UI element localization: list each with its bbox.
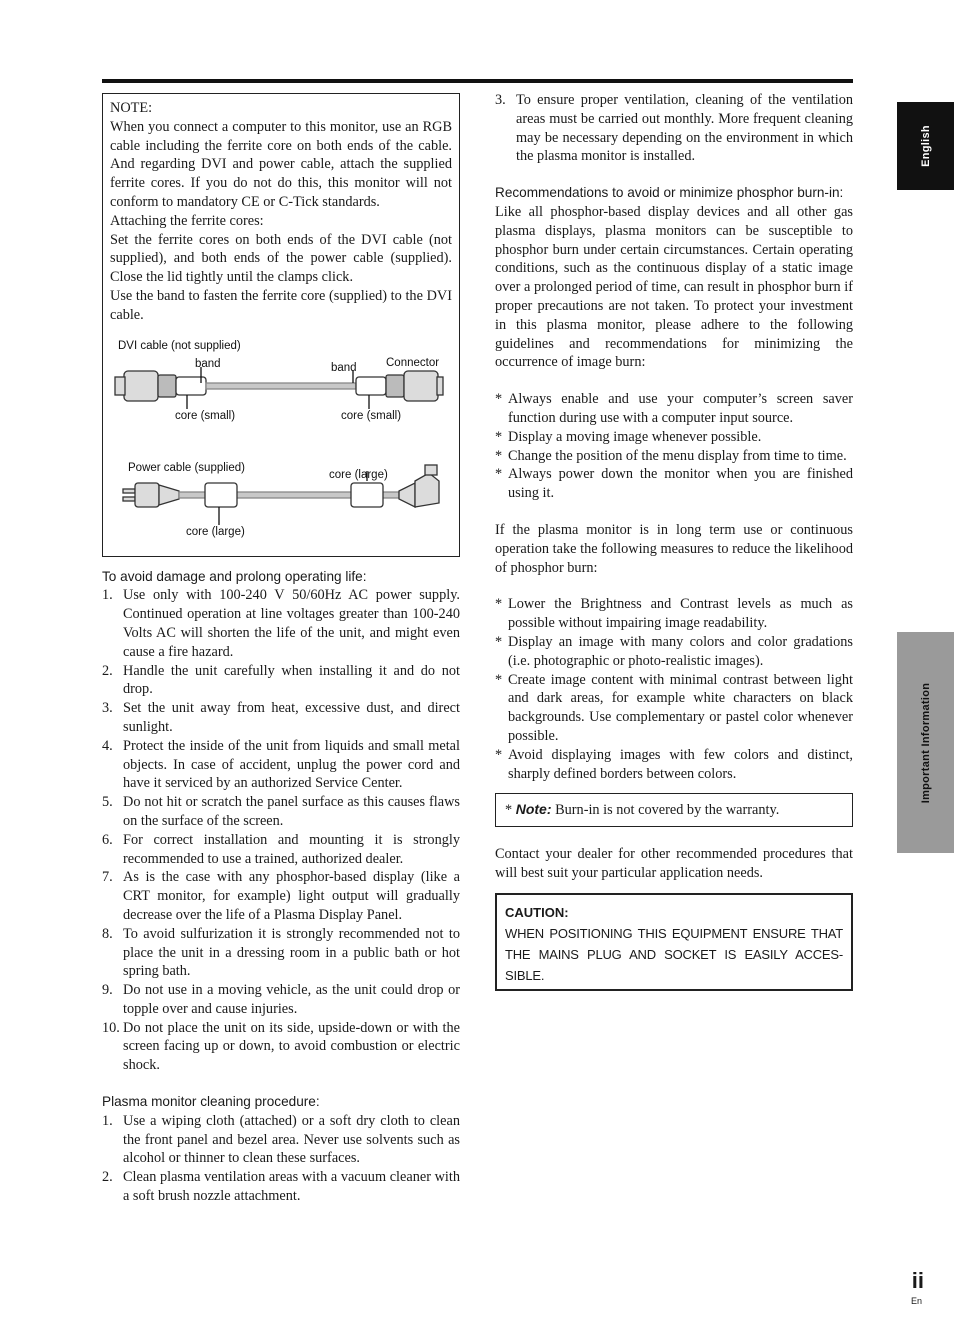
right-column (495, 91, 853, 991)
list-item: * Avoid displaying images with few colors and distinct, sharply defined borders between colors. (495, 746, 853, 782)
tab-important-label: Important Information (919, 682, 932, 803)
note-para-4: Use the band to fasten the ferrite core (supplied) to the DVI cable. (110, 287, 452, 323)
burnin-heading: Recommendations to avoid or minimize phosphor burn-in: (495, 185, 844, 201)
power-cable-label: Power cable (supplied) (128, 461, 245, 474)
note-title: NOTE: (110, 100, 153, 116)
list-item: 9. Do not use in a moving vehicle, as the unit could drop or topple over and cause injuries. (102, 982, 460, 1017)
list-item: * Display an image with many colors and color gradations (i.e. photographic or photo-realistic images). (495, 633, 853, 669)
list-item: 3. Set the unit away from heat, excessive dust, and direct sunlight. (102, 700, 460, 735)
list-item: 3. To ensure proper ventilation, cleaning of the ventilation areas must be carried out monthly. More frequent cleaning may be necessary depending on the environment in which the plasma monitor is installed. (495, 92, 853, 165)
page-number: ii (911, 1268, 924, 1293)
note-para-2: Attaching the ferrite cores: (110, 212, 264, 229)
band-right-label: band (331, 361, 357, 374)
list-item: 4. Protect the inside of the unit from liquids and small metal objects. In case of accident, unplug the power cord and have it serviced by an authorized Service Center. (102, 737, 460, 792)
list-item: 2. Clean plasma ventilation areas with a vacuum cleaner with a soft brush nozzle attachment. (102, 1169, 460, 1205)
burnin-measures-list (495, 595, 853, 783)
note-text: Burn-in is not covered by the warranty. (555, 802, 780, 819)
page-language: En (910, 1296, 922, 1306)
contact-dealer-text: Contact your dealer for other recommended procedures that will best suit your particular application needs. (495, 846, 853, 881)
damage-list (102, 586, 460, 1075)
core-large-right-label: core (large) (329, 468, 388, 481)
list-item: 1. Use only with 100-240 V 50/60Hz AC power supply. Continued operation at line voltages greater than 100-240 Volts AC will shorten the life of the unit, and might even cause a fire hazard. (102, 587, 460, 660)
list-item: * Lower the Brightness and Contrast levels as much as possible without impairing image readability. (495, 596, 853, 632)
cleaning-list (102, 1112, 460, 1206)
tab-english-label: English (919, 125, 932, 167)
damage-heading: To avoid damage and prolong operating life: (102, 568, 367, 584)
core-small-left-label: core (small) (175, 409, 236, 422)
note-label: Note: (515, 801, 552, 818)
caution-box (495, 893, 853, 991)
tab-english (897, 102, 954, 190)
cable-drawing (103, 331, 461, 556)
burnin-guidelines-list (495, 390, 853, 503)
caution-title: CAUTION: (505, 904, 569, 920)
ferrite-core-diagram (103, 331, 459, 556)
connector-label: Connector (386, 356, 440, 369)
list-item: 10. Do not place the unit on its side, upside-down or with the screen facing up or down, to avoid combustion or electric shock. (102, 1019, 460, 1074)
left-column (102, 93, 460, 1206)
top-rule (102, 79, 853, 83)
list-item: 7. As is the case with any phosphor-based display (like a CRT monitor, for example) light output will gradually decrease over the life of a Plasma Display Panel. (102, 869, 460, 923)
tab-important-information (897, 632, 954, 853)
note-para-3: Set the ferrite cores on both ends of the DVI cable (not supplied), and both ends of the power cable (supplied). Close the lid tightly until the clamps click. (110, 231, 452, 286)
core-small-right-label: core (small) (341, 409, 402, 422)
warranty-note-box (495, 793, 853, 827)
list-item: 6. For correct installation and mounting it is strongly recommended to use a trained, authorized dealer. (102, 831, 460, 867)
ferrite-note-box (102, 93, 460, 557)
power-cable-graphic (123, 465, 439, 525)
caution-text: WHEN POSITIONING THIS EQUIPMENT ENSURE THAT THE MAINS PLUG AND SOCKET IS EASILY ACCES-SIBLE. (505, 925, 843, 983)
list-item: 1. Use a wiping cloth (attached) or a soft dry cloth to clean the front panel and bezel area. Never use solvents such as alcohol or thinner to clean these surfaces. (102, 1112, 460, 1167)
burnin-intro: Like all phosphor-based display devices and all other gas plasma displays, plasma monitors can be susceptible to phosphor burn under certain circumstances. Certain operating conditions, such as the continuous display of a static image over a prolonged period of time, can result in phosphor burn if proper precautions are not taken. To protect your investment in this plasma monitor, please adhere to the following guidelines and recommendations for minimizing the occurrence of image burn: (495, 203, 853, 371)
list-item: * Change the position of the menu display from time to time. (495, 447, 847, 464)
burnin-middle: If the plasma monitor is in long term use or continuous operation take the following measures to reduce the likelihood of phosphor burn: (495, 521, 853, 576)
dvi-cable-label: DVI cable (not supplied) (118, 339, 241, 352)
cleaning-heading: Plasma monitor cleaning procedure: (102, 1094, 320, 1110)
note-asterisk: * (505, 802, 513, 819)
list-item: * Display a moving image whenever possible. (495, 428, 762, 445)
list-item: * Create image content with minimal contrast between light and dark areas, for example white characters on black backgrounds. Use complementary or pastel color whenever possible. (495, 671, 853, 744)
list-item: 2. Handle the unit carefully when installing it and do not drop. (102, 662, 460, 698)
band-left-label: band (195, 357, 221, 370)
list-item: 8. To avoid sulfurization it is strongly recommended not to place the unit in a dressing room in a public bath or hot spring bath. (102, 925, 460, 980)
core-large-left-label: core (large) (186, 525, 245, 538)
list-item: * Always power down the monitor when you are finished using it. (495, 466, 853, 502)
cleaning-list-continued (495, 91, 853, 166)
note-para-1: When you connect a computer to this monitor, use an RGB cable including the ferrite core on both ends of the cable. And regarding DVI and power cable, attach the supplied ferrite cores. If you do not do this, this monitor will not conform to mandatory CE or C-Tick standards. (110, 118, 452, 210)
dvi-cable-graphic (115, 367, 443, 409)
list-item: * Always enable and use your computer’s screen saver function during use with a computer input source. (495, 391, 853, 426)
list-item: 5. Do not hit or scratch the panel surface as this causes flaws on the surface of the screen. (102, 794, 460, 829)
